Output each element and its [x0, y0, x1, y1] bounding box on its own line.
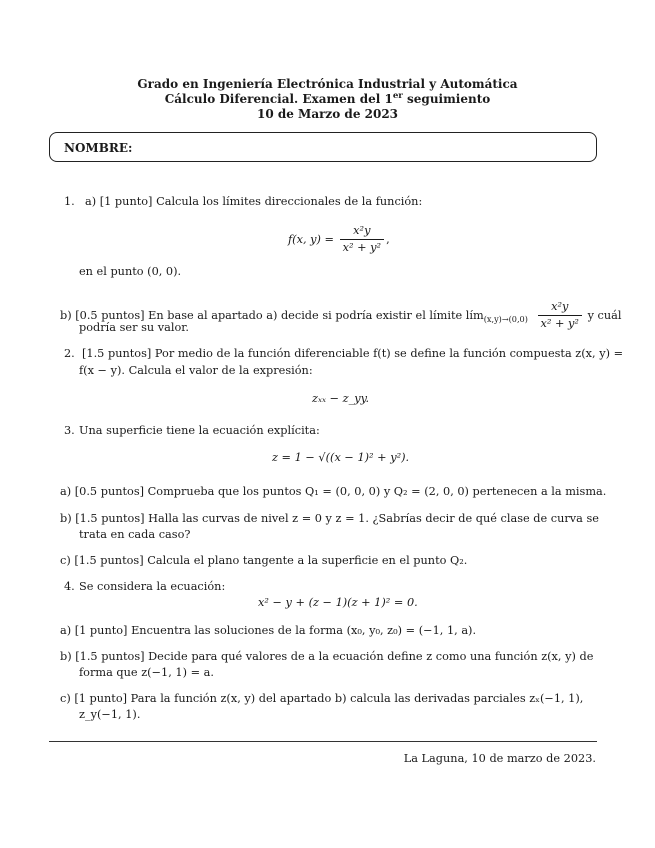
q4-statement: Se considera la ecuación:	[79, 580, 226, 593]
q1a-point: en el punto (0, 0).	[79, 265, 182, 278]
q3a-statement: a) [0.5 puntos] Comprueba que los puntos Q₁ = (0, 0, 0) y Q₂ = (2, 0, 0) pertenecen a la misma.	[60, 485, 607, 498]
q4b-statement: b) [1.5 puntos] Decide para qué valores de a la ecuación define z como una función z(x, y) de	[60, 650, 594, 663]
q4c-statement: c) [1 punto] Para la función z(x, y) del apartado b) calcula las derivadas parciales zₓ(−1, 1),	[60, 692, 584, 705]
q3c-statement: c) [1.5 puntos] Calcula el plano tangente a la superficie en el punto Q₂.	[60, 554, 468, 567]
exam-title: Cálculo Diferencial. Examen del 1er seguimiento	[164, 91, 491, 106]
q2-statement: [1.5 puntos] Por medio de la función diferenciable f(t) se define la función compuesta z(x, y) =	[82, 347, 624, 360]
q3-number: 3.	[64, 424, 75, 437]
q2-formula: zₓₓ − z_yy.	[312, 392, 370, 405]
q2-continuation: f(x − y). Calcula el valor de la expresión:	[79, 364, 313, 377]
q1-number: 1.	[64, 195, 75, 208]
q1b-fraction: $\frac{\text{x²y}}{\text{x² + y²}}$	[538, 300, 582, 332]
exam-date: 10 de Marzo de 2023	[256, 107, 399, 121]
q1-formula: f(x, y) = $\frac{\text{x²y}}{\text{x² + y²}}$ ,	[288, 224, 390, 254]
q1b-statement: b) [0.5 puntos] En base al apartado a) decide si podría existir el límite lím$_{(x,y)\to(0,0)}$ $\frac{\text{x²y}}{\text{x² + y²}}$ y cuál	[60, 300, 622, 330]
q3b-statement: b) [1.5 puntos] Halla las curvas de nivel z = 0 y z = 1. ¿Sabrías decir de qué clase de curva se	[60, 512, 599, 525]
q3b-continuation: trata en cada caso?	[79, 528, 191, 541]
q4a-statement: a) [1 punto] Encuentra las soluciones de la forma (x₀, y₀, z₀) = (−1, 1, a).	[60, 624, 477, 637]
q1b-continuation: podría ser su valor.	[79, 321, 190, 334]
q2-number: 2.	[64, 347, 75, 360]
name-field[interactable]	[49, 132, 597, 162]
q4-number: 4.	[64, 580, 75, 593]
q4c-continuation: z_y(−1, 1).	[79, 708, 141, 721]
q4-formula: x² − y + (z − 1)(z + 1)² = 0.	[258, 596, 418, 609]
q4b-continuation: forma que z(−1, 1) = a.	[79, 666, 214, 679]
name-label: NOMBRE:	[64, 141, 133, 155]
course-title: Grado en Ingeniería Electrónica Industrial y Automática	[137, 77, 518, 91]
q3-statement: Una superficie tiene la ecuación explícita:	[79, 424, 320, 437]
q1a-statement: a) [1 punto] Calcula los límites direccionales de la función:	[85, 195, 423, 208]
footer-divider	[49, 741, 597, 742]
q1-fraction: $\frac{\text{x²y}}{\text{x² + y²}}$	[340, 224, 384, 256]
q3-formula: z = 1 − √((x − 1)² + y²).	[272, 451, 410, 464]
footer-place-date: La Laguna, 10 de marzo de 2023.	[403, 752, 596, 765]
